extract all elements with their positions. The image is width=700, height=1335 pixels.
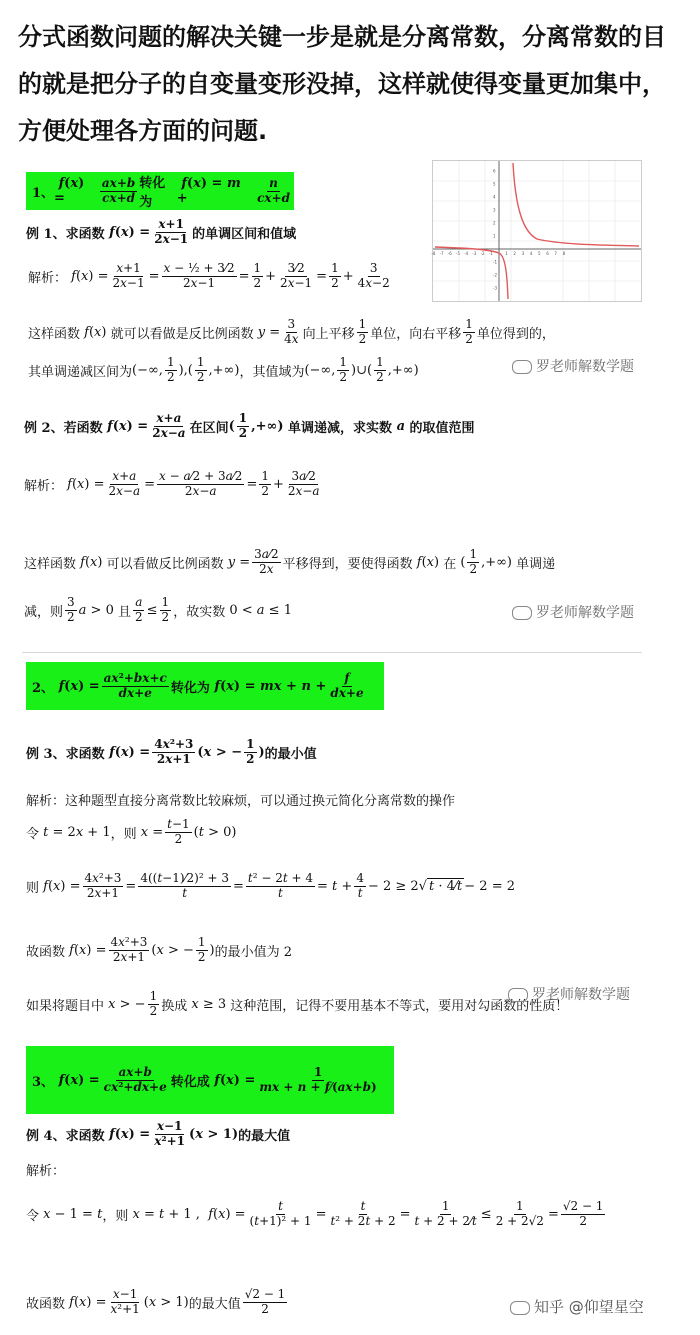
watermark-3: 罗老师解数学题 bbox=[508, 984, 630, 1004]
graph-y-tick-label: 2 bbox=[493, 220, 496, 226]
graph-x-tick-label: -8 bbox=[431, 251, 436, 256]
graph-x-tick-label: -2 bbox=[480, 251, 485, 256]
ex4-line2-b: ，则 bbox=[102, 1208, 129, 1224]
graph-x-tick-label: -5 bbox=[456, 251, 460, 256]
ex4-jiexi bbox=[26, 1160, 65, 1179]
ex2-line3-a: 减，则 bbox=[24, 604, 64, 620]
section2-number: 2、 bbox=[32, 680, 55, 696]
ex2-title-b: 在区间 bbox=[189, 420, 229, 436]
graph-y-tick-label: 1 bbox=[493, 233, 496, 239]
ex2-solution-line2: 这样函数 f(x) 可以看做反比例函数 y = $\frac{3a⁄2}{2x}$ 平移得到，要使得函数 f(x) 在 ( $\frac{1}{2}$ ,+∞) 单调递 bbox=[24, 547, 556, 576]
ex3-note: 如果将题目中 x > − $\frac{1}{2}$ 换成 x ≥ 3 这种范围，记得不要用基本不等式，要用对勾函数的性质！ bbox=[26, 989, 569, 1018]
ex2-line2-a: 这样函数 bbox=[24, 556, 77, 572]
graph-x-tick-label: 2 bbox=[513, 251, 516, 256]
section3-number: 3、 bbox=[32, 1074, 55, 1090]
graph-x-tick-label: 4 bbox=[529, 251, 533, 256]
graph-x-tick-label: -6 bbox=[447, 251, 452, 256]
graph-y-tick-label: -1 bbox=[493, 259, 497, 265]
wechat-icon bbox=[510, 1301, 530, 1315]
ex1-solution-line3: 其单调递减区间为 (−∞, $\frac{1}{2}$ ),( $\frac{1}{2}$ ,+∞) ，其值域为 (−∞, $\frac{1}{2}$ )∪( $\frac{1}{2}$ ,+∞) bbox=[28, 355, 419, 384]
footer-watermark: 知乎 @仰望星空 bbox=[510, 1296, 644, 1317]
ex1-title: 例 1、求函数 f(x) = $\frac{x+1}{2x-1}$ 的单调区间和值域 bbox=[26, 217, 297, 246]
ex3-note-c: 这种范围，记得不要用基本不等式，要用对勾函数的性质！ bbox=[230, 998, 569, 1014]
ex2-title-prefix: 例 2、若函数 bbox=[24, 420, 103, 436]
ex4-title: 例 4、求函数 f(x) = $\frac{x-1}{\text{x²+1}}$ (x > 1) 的最大值 bbox=[26, 1119, 291, 1148]
graph-x-tick-label: -1 bbox=[488, 251, 493, 256]
graph-x-tick-label: 3 bbox=[521, 251, 525, 256]
ex2-line2-d: 在 bbox=[443, 556, 457, 572]
ex1-solution-line2: 这样函数 f(x) 就可以看做是反比例函数 y = $\frac{3}{4x}$ 向上平移 $\frac{1}{2}$ 单位，向右平移 $\frac{1}{2}$ 单位得到的， bbox=[28, 317, 555, 346]
graph-x-tick-label: 5 bbox=[538, 251, 541, 256]
ex3-title-suffix: 的最小值 bbox=[264, 746, 317, 762]
ex1-line2-e: 单位得到的， bbox=[476, 326, 555, 342]
graph-x-tick-label: 7 bbox=[554, 251, 557, 256]
section2-header: 2、 f(x) = $\frac{\text{ax²+bx+c}}{dx+e}$ 转化为 f(x) = mx + n + $\frac{f}{dx+e}$ bbox=[26, 662, 384, 710]
ex2-line3-c: ，故实数 bbox=[173, 604, 226, 620]
ex3-line4-a: 故函数 bbox=[26, 944, 66, 960]
ex1-title-suffix: 的单调区间和值域 bbox=[192, 226, 297, 242]
ex1-line3-b: ，其值域为 bbox=[239, 364, 305, 380]
separator-1 bbox=[22, 652, 642, 653]
ex4-line3-a: 故函数 bbox=[26, 1296, 66, 1312]
ex2-title: 例 2、若函数 f(x) = $\frac{x+a}{2x-a}$ 在区间 ( $\frac{1}{2}$ ,+∞) 单调递减，求实数 a 的取值范围 bbox=[24, 411, 475, 440]
ex4-line3-b: 的最大值 bbox=[188, 1296, 241, 1312]
ex2-jiexi-label: 解析： bbox=[24, 478, 64, 494]
section1-number: 1、 bbox=[32, 185, 55, 201]
watermark-1: 罗老师解数学题 bbox=[512, 356, 634, 376]
ex3-line2-a: 令 bbox=[26, 826, 40, 842]
ex1-jiexi-label: 解析： bbox=[28, 270, 68, 286]
graph-x-tick-label: 1 bbox=[505, 251, 508, 256]
ex2-solution-line3: 减，则 $\frac{3}{2}$ a > 0 且 $\frac{a}{2}$ ≤ $\frac{1}{2}$ ，故实数 0 < a ≤ 1 bbox=[24, 595, 292, 624]
ex3-line2-b: ，则 bbox=[110, 826, 137, 842]
ex3-line4-b: 的最小值为 2 bbox=[214, 944, 293, 960]
ex4-solution-line3: 故函数 f(x) = $\frac{x-1}{\text{x²+1}}$ (x > 1) 的最大值 $\frac{√2 - 1}{2}$ bbox=[26, 1287, 286, 1316]
watermark-2: 罗老师解数学题 bbox=[512, 602, 634, 622]
graph-x-tick-label: -3 bbox=[472, 251, 477, 256]
ex1-title-prefix: 例 1、求函数 bbox=[26, 226, 105, 242]
ex1-solution-line1: 解析： f(x) = $\frac{x+1}{2x-1}$ = $\frac{\text{x − ½ + 3⁄2}}{2x-1}$ = $\frac{1}{2}$ + $\frac{3⁄2}{2x-1}$ = $\frac{1}{2}$ + $\frac{3}{4x-2}$ bbox=[28, 261, 390, 290]
wechat-icon bbox=[512, 360, 532, 374]
ex2-title-d: 的取值范围 bbox=[409, 420, 475, 436]
wechat-icon bbox=[512, 606, 532, 620]
section3-header-mid: 转化成 bbox=[170, 1074, 210, 1090]
ex3-jiexi bbox=[26, 790, 455, 809]
ex3-solution-line4: 故函数 f(x) = $\frac{\text{4x²+3}}{2x+1}$ (x > − $\frac{1}{2}$ ) 的最小值为 2 bbox=[26, 935, 293, 964]
ex2-line2-e: 单调递 bbox=[516, 556, 556, 572]
graph-x-tick-label: 8 bbox=[562, 251, 566, 256]
graph-y-tick-label: -2 bbox=[493, 272, 497, 278]
ex2-title-c: 单调递减，求实数 bbox=[288, 420, 393, 436]
ex4-jiexi-label: 解析： bbox=[26, 1164, 66, 1179]
ex3-title-prefix: 例 3、求函数 bbox=[26, 746, 105, 762]
ex3-title: 例 3、求函数 f(x) = $\frac{\text{4x²+3}}{2x+1}$ (x > − $\frac{1}{2}$ ) 的最小值 bbox=[26, 737, 317, 766]
ex4-title-suffix: 的最大值 bbox=[238, 1128, 291, 1144]
section1-header: 1、 f(x) = $\frac{ax+b}{cx+d}$ 转化为 f(x) = m + $\frac{n}{cx+d}$ bbox=[26, 172, 294, 210]
reciprocal-function-graph bbox=[432, 160, 642, 302]
ex2-line2-b: 可以看做反比例函数 bbox=[106, 556, 224, 572]
section3-header: 3、 f(x) = $\frac{ax+b}{\text{cx²+dx+e}}$ 转化成 f(x) = $\frac{1}{mx + n + f⁄(ax+b)}$ bbox=[26, 1046, 394, 1114]
section1-header-mid: 转化为 bbox=[139, 176, 166, 210]
wechat-icon bbox=[508, 988, 528, 1002]
ex3-solution-line2: 令 t = 2x + 1 ，则 x = $\frac{t-1}{2}$ (t > 0) bbox=[26, 817, 237, 846]
intro-paragraph: 分式函数问题的解决关键一步是就是分离常数，分离常数的目的就是把分子的自变量变形没掉，这样就使得变量更加集中，方便处理各方面的问题. bbox=[18, 23, 666, 145]
ex3-note-b: 换成 bbox=[161, 998, 188, 1014]
ex4-title-prefix: 例 4、求函数 bbox=[26, 1128, 105, 1144]
graph-y-tick-label: 3 bbox=[493, 207, 496, 213]
graph-y-tick-label: 5 bbox=[493, 181, 496, 187]
ex3-jiexi-text: 解析：这种题型直接分离常数比较麻烦，可以通过换元简化分离常数的操作 bbox=[26, 794, 456, 809]
graph-x-tick-label: -4 bbox=[464, 251, 469, 256]
graph-gridlines bbox=[433, 161, 641, 301]
graph-x-tick-label: 6 bbox=[546, 251, 549, 256]
ex3-note-a: 如果将题目中 bbox=[26, 998, 105, 1014]
ex1-line2-c: 向上平移 bbox=[302, 326, 355, 342]
ex2-solution-line1: 解析： f(x) = $\frac{x+a}{2x-a}$ = $\frac{x - a⁄2 + 3a⁄2}{2x-a}$ = $\frac{1}{2}$ + $\frac{3a⁄2}{2x-a}$ bbox=[24, 469, 320, 498]
graph-y-tick-label: 4 bbox=[493, 194, 496, 200]
ex1-line2-b: 就可以看做是反比例函数 bbox=[110, 326, 254, 342]
graph-y-tick-label: 6 bbox=[493, 168, 496, 174]
graph-y-tick-label: -3 bbox=[493, 285, 497, 291]
section2-header-mid: 转化为 bbox=[170, 680, 210, 696]
ex1-line3-a: 其单调递减区间为 bbox=[28, 364, 133, 380]
graph-x-tick-label: -7 bbox=[439, 251, 444, 256]
ex4-line2-a: 令 bbox=[26, 1208, 40, 1224]
graph-right-branch bbox=[513, 163, 639, 246]
ex1-line2-a: 这样函数 bbox=[28, 326, 81, 342]
ex4-solution-line2: 令 x − 1 = t ，则 x = t + 1 , f(x) = $\frac{t}{\text{(t+1)² + 1}}$ = $\frac{t}{\text{t² + 2t + 2}}$ = $\frac{1}{t + 2 + 2⁄t}$ ≤ $\frac{1}{2 + 2√2}$ = $\frac{√2 - 1}{2}$ bbox=[26, 1199, 604, 1228]
ex2-line2-c: 平移得到，要使得函数 bbox=[282, 556, 413, 572]
ex2-line3-b: 且 bbox=[117, 604, 131, 620]
ex3-line3-a: 则 bbox=[26, 880, 40, 896]
ex3-solution-line3: 则 f(x) = $\frac{\text{4x²+3}}{2x+1}$ = $\frac{\text{4((t−1)⁄2)² + 3}}{t}$ = $\frac{\text{t² − 2t + 4}}{t}$ = t + $\frac{4}{t}$ − 2 ≥ 2√ t · 4⁄t − 2 = 2 bbox=[26, 871, 516, 900]
ex1-line2-d: 单位，向右平移 bbox=[370, 326, 462, 342]
